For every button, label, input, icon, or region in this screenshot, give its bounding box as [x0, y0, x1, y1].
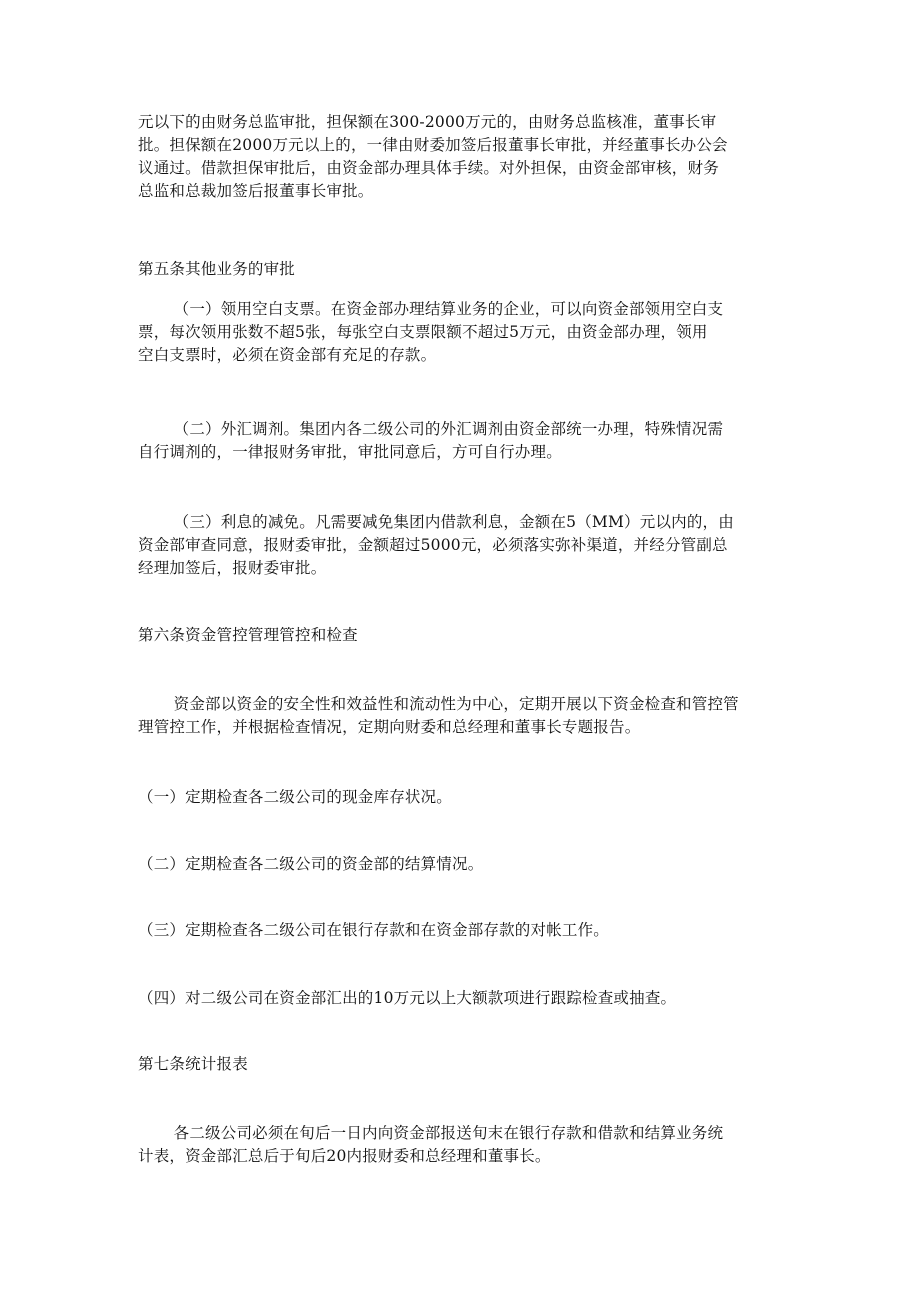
- article-5-item-2: （二）外汇调剂。集团内各二级公司的外汇调剂由资金部统一办理，特殊情况需 自行调剂的，一律报财务审批，审批同意后，方可自行办理。: [138, 420, 724, 461]
- article-5-heading: 第五条其他业务的审批: [138, 260, 296, 278]
- article-6-heading: 第六条资金管控管理管控和检查: [138, 626, 358, 644]
- article-6-item-3: （三）定期检查各二级公司在银行存款和在资金部存款的对帐工作。: [138, 921, 610, 939]
- article-6-item-1: （一）定期检查各二级公司的现金库存状况。: [138, 788, 453, 806]
- article-7-heading: 第七条统计报表: [138, 1055, 248, 1073]
- article-5-item-1: （一）领用空白支票。在资金部办理结算业务的企业，可以向资金部领用空白支 票，每次领用张数不超5张，每张空白支票限额不超过5万元，由资金部办理，领用 空白支票时，必须在资金部有充足的存款。: [138, 300, 724, 364]
- article-6-item-2: （二）定期检查各二级公司的资金部的结算情况。: [138, 855, 484, 873]
- article-6-item-4: （四）对二级公司在资金部汇出的10万元以上大额款项进行跟踪检查或抽查。: [138, 989, 677, 1007]
- article-6-intro: 资金部以资金的安全性和效益性和流动性为中心，定期开展以下资金检查和管控管 理管控工作，并根据检查情况，定期向财委和总经理和董事长专题报告。: [138, 695, 739, 736]
- paragraph-guarantee-approval: 元以下的由财务总监审批，担保额在300-2000万元的，由财务总监核准，董事长审 批。担保额在2000万元以上的，一律由财委加签后报董事长审批，并经董事长办公会 议通过。借款担保审批后，由资金部办理具体手续。对外担保，由资金部审核，财务 总监和总裁加签后报董事长审批。: [138, 113, 728, 200]
- article-7-body: 各二级公司必须在旬后一日内向资金部报送旬末在银行存款和借款和结算业务统 计表，资金部汇总后于旬后20内报财委和总经理和董事长。: [138, 1124, 724, 1165]
- article-5-item-3: （三）利息的减免。凡需要减免集团内借款利息，金额在5（MM）元以内的，由 资金部审查同意，报财委审批，金额超过5000元，必须落实弥补渠道，并经分管副总 经理加签后，报财委审批。: [138, 513, 734, 577]
